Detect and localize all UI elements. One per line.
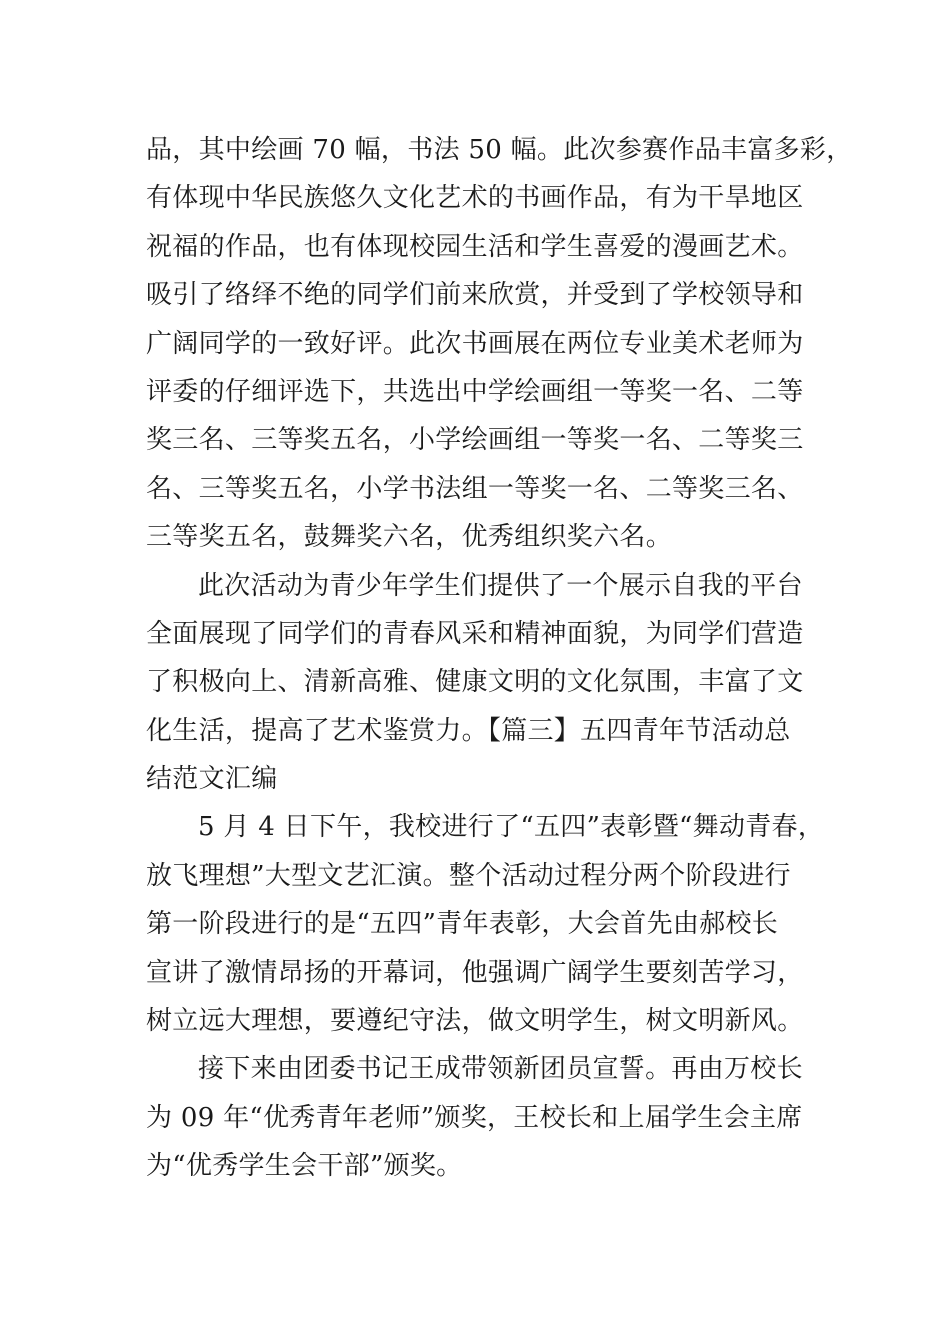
text-line: 奖三名、三等奖五名，小学绘画组一等奖一名、二等奖三 — [146, 425, 804, 456]
text-line: 吸引了络绎不绝的同学们前来欣赏，并受到了学校领导和 — [146, 280, 804, 311]
text-line: 宣讲了激情昂扬的开幕词，他强调广阔学生要刻苦学习， — [146, 957, 804, 988]
text-line: 放飞理想”大型文艺汇演。整个活动过程分两个阶段进行 — [146, 860, 791, 891]
paragraph-3 — [146, 803, 826, 1045]
paragraph-1 — [146, 126, 853, 562]
text-line: 全面展现了同学们的青春风采和精神面貌，为同学们营造 — [146, 618, 804, 649]
text-line: 第一阶段进行的是“五四”青年表彰，大会首先由郝校长 — [146, 909, 779, 940]
text-line: 树立远大理想，要遵纪守法，做文明学生，树文明新风。 — [146, 1006, 804, 1037]
text-line: 评委的仔细评选下，共选出中学绘画组一等奖一名、二等 — [146, 376, 804, 407]
text-line: 品，其中绘画 70 幅，书法 50 幅。此次参赛作品丰富多彩， — [146, 135, 853, 165]
paragraph-2 — [146, 562, 826, 804]
text-line: 此次活动为青少年学生们提供了一个展示自我的平台 — [198, 570, 803, 601]
text-line: 了积极向上、清新高雅、健康文明的文化氛围，丰富了文 — [146, 667, 804, 698]
paragraph-4 — [146, 1045, 826, 1190]
text-line: 广阔同学的一致好评。此次书画展在两位专业美术老师为 — [146, 328, 804, 359]
text-line: 三等奖五名，鼓舞奖六名，优秀组织奖六名。 — [146, 522, 673, 553]
text-line: 名、三等奖五名，小学书法组一等奖一名、二等奖三名、 — [146, 473, 804, 504]
text-line: 5 月 4 日下午，我校进行了“五四”表彰暨“舞动青春， — [198, 812, 825, 843]
text-line: 为“优秀学生会干部”颁奖。 — [146, 1151, 463, 1182]
text-line: 祝福的作品，也有体现校园生活和学生喜爱的漫画艺术。 — [146, 231, 804, 262]
text-line: 为 09 年“优秀青年老师”颁奖，王校长和上届学生会主席 — [146, 1102, 803, 1133]
text-line: 有体现中华民族悠久文化艺术的书画作品，有为干旱地区 — [146, 183, 804, 214]
document-body — [146, 126, 853, 1191]
text-line: 接下来由团委书记王成带领新团员宣誓。再由万校长 — [198, 1054, 803, 1085]
text-line: 结范文汇编 — [146, 764, 278, 795]
text-line: 化生活，提高了艺术鉴赏力。【篇三】五四青年节活动总 — [146, 715, 791, 746]
